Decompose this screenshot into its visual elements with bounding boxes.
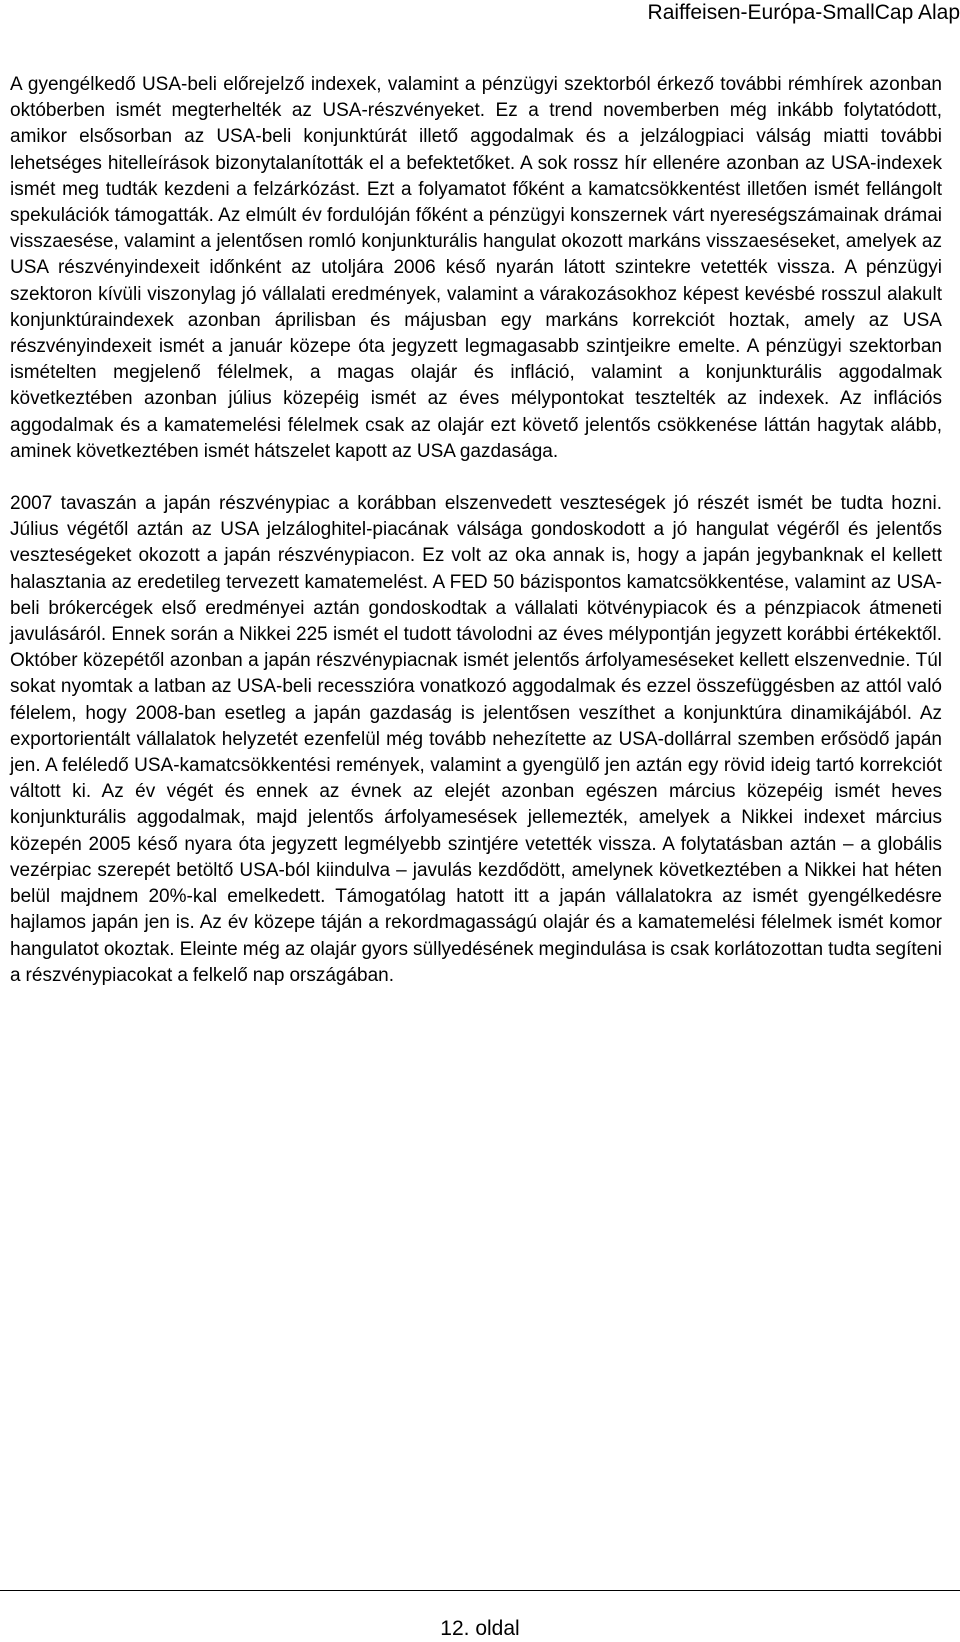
document-body <box>10 72 942 989</box>
page-number: 12. oldal <box>440 1617 520 1640</box>
footer-divider <box>0 1590 960 1591</box>
paragraph-japan-market: 2007 tavaszán a japán részvénypiac a korábban elszenvedett veszteségek jó részét ismét be tudta hozni. Július végétől aztán az USA jelzáloghitel-piacának válsága gondoskodott a jó hangulat végéről és jelentős veszteségeket okozott a japán részvénypiacon. Ez volt az oka annak is, hogy a japán jegybanknak el kellett halasztania az eredetileg tervezett kamatemelést. A FED 50 bázispontos kamatcsökkentése, valamint az USA-beli brókercégek első eredményei aztán gondoskodtak a vállalati kötvénypiacok és a pénzpiacok átmeneti javulásáról. Ennek során a Nikkei 225 ismét el tudott távolodni az éves mélypontján jegyzett korábbi értékektől. Október közepétől azonban a japán részvénypiacnak ismét jelentős árfolyameséseket kellett elszenvednie. Túl sokat nyomtak a latban az USA-beli recesszióra vonatkozó aggodalmak és ezzel összefüggésben az attól való félelem, hogy 2008-ban esetleg a japán gazdaság is jelentősen veszíthet a konjunktúra dinamikájából. Az exportorientált vállalatok helyzetét ezenfelül még tovább nehezítette az USA-dollárral szemben erősödő japán jen. A feléledő USA-kamatcsökkentési remények, valamint a gyengülő jen aztán egy rövid ideig tartó korrekciót váltott ki. Az év végét és ennek az évnek az elejét azonban egészen március közepéig ismét heves konjunkturális aggodalmak, majd jelentős árfolyamesések jellemezték, amelyek a Nikkei indexet március közepén 2005 késő nyara óta jegyzett legmélyebb szintjére vetették vissza. A folytatásban aztán – a globális vezérpiac szerepét betöltő USA-ból kiindulva – javulás kezdődött, amelynek következtében a Nikkei hat héten belül majdnem 20%-kal emelkedett. Támogatólag hatott itt a japán vállalatokra az ismét gyengélkedésre hajlamos japán jen is. Az év közepe táján a rekordmagasságú olajár és a kamatemelési félelmek ismét komor hangulatot okoztak. Eleinte még az olajár gyors süllyedésének megindulása is csak korlátozottan tudta segíteni a részvénypiacokat a felkelő nap országában. <box>10 493 942 986</box>
paragraph-usa-market: A gyengélkedő USA-beli előrejelző indexek, valamint a pénzügyi szektorból érkező további rémhírek azonban októberben ismét megterhelték az USA-részvényeket. Ez a trend novemberben még inkább folytatódott, amikor elsősorban az USA-beli konjunktúrát illető aggodalmak és a jelzálogpiaci válság miatti további lehetséges hitelleírások bizonytalanították el a befektetőket. A sok rossz hír ellenére azonban az USA-indexek ismét meg tudták kezdeni a felzárkózást. Ezt a folyamatot főként a kamatcsökkentést illetően ismét fellángolt spekulációk támogatták. Az elmúlt év fordulóján főként a pénzügyi konszernek várt nyereségszámainak drámai visszaesése, valamint a jelentősen romló konjunkturális hangulat okozott markáns visszaeséseket, amelyek az USA részvényindexeit időnként az utoljára 2006 késő nyarán látott szintekre vetették vissza. A pénzügyi szektoron kívüli viszonylag jó vállalati eredmények, valamint a várakozásokhoz képest kevésbé rosszul alakult konjunktúraindexek azonban áprilisban és májusban egy markáns korrekciót hoztak, amely az USA részvényindexeit ismét a január közepe óta jegyzett legmagasabb szintjeikre emelte. A pénzügyi szektorban ismételten megjelenő félelmek, a magas olajár és infláció, valamint a konjunkturális aggodalmak következtében azonban július közepéig ismét az éves mélypontokat tesztelték az indexek. Az inflációs aggodalmak és a kamatemelési félelmek csak az olajár ezt követő jelentős csökkenése láttán hagytak alább, aminek következtében ismét hátszelet kapott az USA gazdasága. <box>10 74 942 462</box>
page-header <box>0 0 960 30</box>
document-title: Raiffeisen-Európa-SmallCap Alap <box>647 1 960 24</box>
